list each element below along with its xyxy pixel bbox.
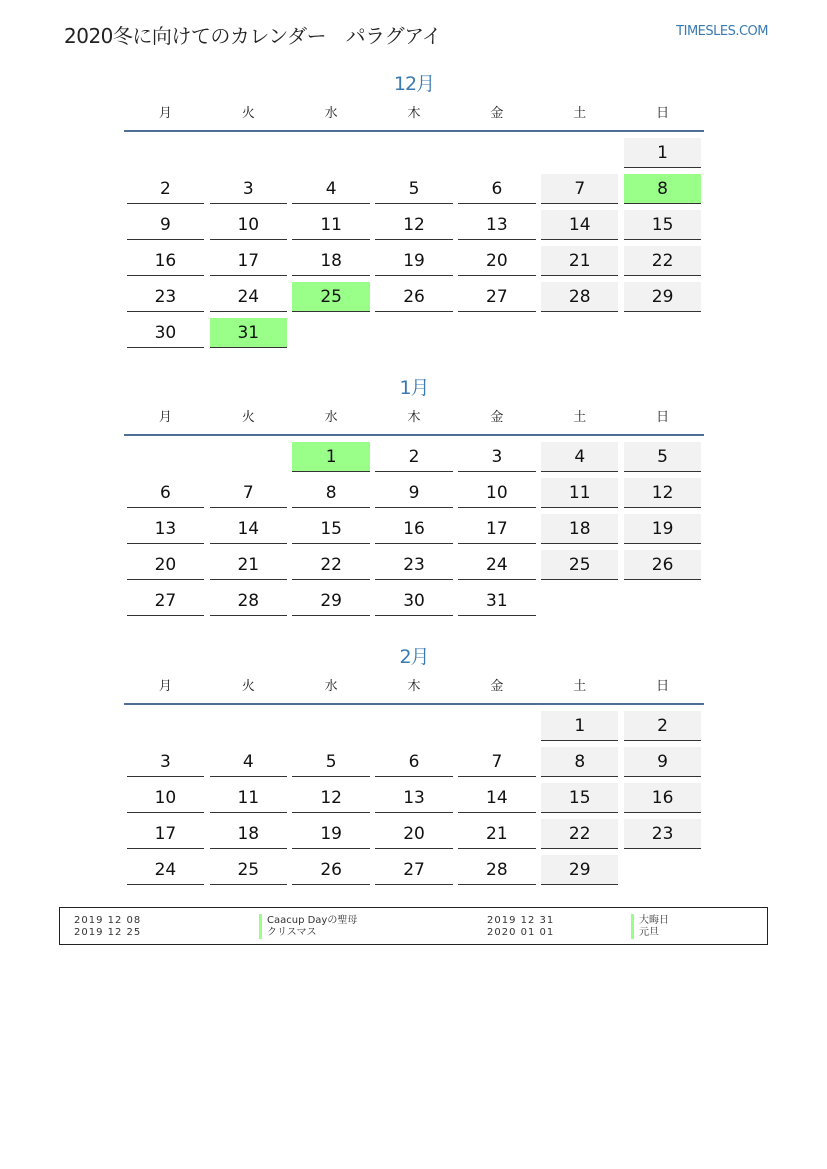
day-cell: 17 xyxy=(458,514,535,544)
week-row xyxy=(124,586,704,622)
day-cell: 13 xyxy=(375,783,452,813)
day-cell: 10 xyxy=(127,783,204,813)
day-cell: 12 xyxy=(292,783,369,813)
week-row xyxy=(124,783,704,819)
week-row xyxy=(124,282,704,318)
day-cell: 10 xyxy=(458,478,535,508)
day-cell: 18 xyxy=(292,246,369,276)
empty-cell xyxy=(292,318,369,348)
day-cell: 23 xyxy=(375,550,452,580)
day-cell: 2 xyxy=(127,174,204,204)
month-title: 2月 xyxy=(399,646,429,668)
empty-cell xyxy=(541,586,618,616)
day-cell: 7 xyxy=(541,174,618,204)
day-cell: 16 xyxy=(127,246,204,276)
day-cell: 31 xyxy=(458,586,535,616)
weekday-label: 木 xyxy=(407,106,421,121)
legend-date: 2019 12 31 xyxy=(487,915,555,926)
day-cell: 21 xyxy=(458,819,535,849)
day-cell: 6 xyxy=(458,174,535,204)
week-row xyxy=(124,442,704,478)
day-cell: 29 xyxy=(624,282,701,312)
day-cell: 28 xyxy=(210,586,287,616)
legend-holiday-name: Caacup Dayの聖母 xyxy=(259,914,357,927)
weekday-label: 水 xyxy=(324,106,338,121)
day-cell: 14 xyxy=(210,514,287,544)
week-row xyxy=(124,711,704,747)
weekday-label: 金 xyxy=(490,410,504,425)
empty-cell xyxy=(292,138,369,168)
day-cell: 26 xyxy=(624,550,701,580)
month-title: 1月 xyxy=(399,377,429,399)
empty-cell xyxy=(292,711,369,741)
day-cell: 9 xyxy=(127,210,204,240)
day-cell: 27 xyxy=(375,855,452,885)
day-cell: 28 xyxy=(458,855,535,885)
day-cell: 5 xyxy=(292,747,369,777)
day-cell: 2 xyxy=(624,711,701,741)
week-row xyxy=(124,514,704,550)
empty-cell xyxy=(375,318,452,348)
day-cell: 30 xyxy=(127,318,204,348)
empty-cell xyxy=(541,318,618,348)
day-cell: 12 xyxy=(375,210,452,240)
empty-cell xyxy=(127,711,204,741)
day-cell: 21 xyxy=(541,246,618,276)
day-cell: 9 xyxy=(624,747,701,777)
weekday-label: 水 xyxy=(324,410,338,425)
day-cell: 19 xyxy=(624,514,701,544)
day-cell: 22 xyxy=(624,246,701,276)
empty-cell xyxy=(458,711,535,741)
day-cell: 18 xyxy=(541,514,618,544)
weekday-header xyxy=(124,677,704,705)
legend-holiday-name: 大晦日 xyxy=(631,914,669,927)
weekday-label: 月 xyxy=(158,679,172,694)
weekday-label: 土 xyxy=(573,679,587,694)
weekday-label: 土 xyxy=(573,410,587,425)
day-cell: 24 xyxy=(458,550,535,580)
month-december xyxy=(124,70,704,354)
empty-cell xyxy=(458,318,535,348)
day-cell: 3 xyxy=(458,442,535,472)
weekday-label: 火 xyxy=(241,106,255,121)
weekday-label: 木 xyxy=(407,410,421,425)
day-cell: 3 xyxy=(127,747,204,777)
day-cell: 19 xyxy=(292,819,369,849)
holiday-day-cell: 1 xyxy=(292,442,369,472)
day-cell: 5 xyxy=(375,174,452,204)
day-cell: 7 xyxy=(458,747,535,777)
page-title: 2020冬に向けてのカレンダー パラグアイ xyxy=(64,24,442,48)
legend-holiday-name: 元旦 xyxy=(631,926,659,939)
day-cell: 29 xyxy=(541,855,618,885)
holiday-day-cell: 25 xyxy=(292,282,369,312)
weekday-label: 日 xyxy=(656,410,670,425)
day-cell: 12 xyxy=(624,478,701,508)
day-cell: 23 xyxy=(624,819,701,849)
day-cell: 5 xyxy=(624,442,701,472)
week-row xyxy=(124,174,704,210)
day-cell: 11 xyxy=(210,783,287,813)
day-cell: 16 xyxy=(375,514,452,544)
day-cell: 8 xyxy=(292,478,369,508)
week-row xyxy=(124,210,704,246)
day-cell: 27 xyxy=(127,586,204,616)
weekday-header xyxy=(124,104,704,132)
day-cell: 4 xyxy=(541,442,618,472)
day-cell: 15 xyxy=(292,514,369,544)
site-link[interactable]: TIMESLES.COM xyxy=(676,24,768,39)
empty-cell xyxy=(210,138,287,168)
week-row xyxy=(124,318,704,354)
empty-cell xyxy=(458,138,535,168)
weekday-label: 月 xyxy=(158,410,172,425)
day-cell: 27 xyxy=(458,282,535,312)
day-cell: 19 xyxy=(375,246,452,276)
calendar-grid xyxy=(124,442,704,622)
legend-date: 2019 12 08 xyxy=(74,915,142,926)
weekday-label: 金 xyxy=(490,106,504,121)
day-cell: 13 xyxy=(127,514,204,544)
day-cell: 8 xyxy=(541,747,618,777)
day-cell: 1 xyxy=(541,711,618,741)
week-row xyxy=(124,550,704,586)
day-cell: 4 xyxy=(292,174,369,204)
empty-cell xyxy=(127,442,204,472)
calendar-grid xyxy=(124,711,704,891)
day-cell: 6 xyxy=(127,478,204,508)
day-cell: 29 xyxy=(292,586,369,616)
day-cell: 20 xyxy=(458,246,535,276)
day-cell: 24 xyxy=(210,282,287,312)
day-cell: 2 xyxy=(375,442,452,472)
week-row xyxy=(124,246,704,282)
day-cell: 25 xyxy=(210,855,287,885)
day-cell: 30 xyxy=(375,586,452,616)
day-cell: 26 xyxy=(292,855,369,885)
holiday-legend xyxy=(59,907,768,945)
week-row xyxy=(124,747,704,783)
empty-cell xyxy=(375,138,452,168)
day-cell: 10 xyxy=(210,210,287,240)
weekday-label: 火 xyxy=(241,410,255,425)
empty-cell xyxy=(541,138,618,168)
empty-cell xyxy=(127,138,204,168)
day-cell: 1 xyxy=(624,138,701,168)
holiday-day-cell: 8 xyxy=(624,174,701,204)
day-cell: 4 xyxy=(210,747,287,777)
day-cell: 3 xyxy=(210,174,287,204)
empty-cell xyxy=(624,855,701,885)
day-cell: 22 xyxy=(292,550,369,580)
day-cell: 14 xyxy=(541,210,618,240)
weekday-label: 月 xyxy=(158,106,172,121)
day-cell: 15 xyxy=(624,210,701,240)
empty-cell xyxy=(210,711,287,741)
day-cell: 20 xyxy=(127,550,204,580)
empty-cell xyxy=(624,586,701,616)
legend-date: 2019 12 25 xyxy=(74,927,142,938)
day-cell: 16 xyxy=(624,783,701,813)
day-cell: 17 xyxy=(127,819,204,849)
month-january xyxy=(124,374,704,622)
day-cell: 25 xyxy=(541,550,618,580)
week-row xyxy=(124,855,704,891)
day-cell: 23 xyxy=(127,282,204,312)
day-cell: 26 xyxy=(375,282,452,312)
day-cell: 9 xyxy=(375,478,452,508)
weekday-label: 水 xyxy=(324,679,338,694)
weekday-label: 木 xyxy=(407,679,421,694)
day-cell: 28 xyxy=(541,282,618,312)
day-cell: 17 xyxy=(210,246,287,276)
day-cell: 18 xyxy=(210,819,287,849)
empty-cell xyxy=(210,442,287,472)
day-cell: 7 xyxy=(210,478,287,508)
day-cell: 20 xyxy=(375,819,452,849)
month-february xyxy=(124,643,704,891)
day-cell: 13 xyxy=(458,210,535,240)
day-cell: 11 xyxy=(292,210,369,240)
weekday-label: 日 xyxy=(656,679,670,694)
week-row xyxy=(124,819,704,855)
weekday-header xyxy=(124,408,704,436)
day-cell: 24 xyxy=(127,855,204,885)
weekday-label: 土 xyxy=(573,106,587,121)
holiday-day-cell: 31 xyxy=(210,318,287,348)
legend-holiday-name: クリスマス xyxy=(259,926,317,939)
day-cell: 14 xyxy=(458,783,535,813)
empty-cell xyxy=(375,711,452,741)
day-cell: 6 xyxy=(375,747,452,777)
week-row xyxy=(124,138,704,174)
calendar-grid xyxy=(124,138,704,354)
legend-date: 2020 01 01 xyxy=(487,927,555,938)
month-title: 12月 xyxy=(393,73,435,95)
week-row xyxy=(124,478,704,514)
day-cell: 11 xyxy=(541,478,618,508)
empty-cell xyxy=(624,318,701,348)
day-cell: 22 xyxy=(541,819,618,849)
weekday-label: 日 xyxy=(656,106,670,121)
day-cell: 15 xyxy=(541,783,618,813)
weekday-label: 火 xyxy=(241,679,255,694)
day-cell: 21 xyxy=(210,550,287,580)
weekday-label: 金 xyxy=(490,679,504,694)
